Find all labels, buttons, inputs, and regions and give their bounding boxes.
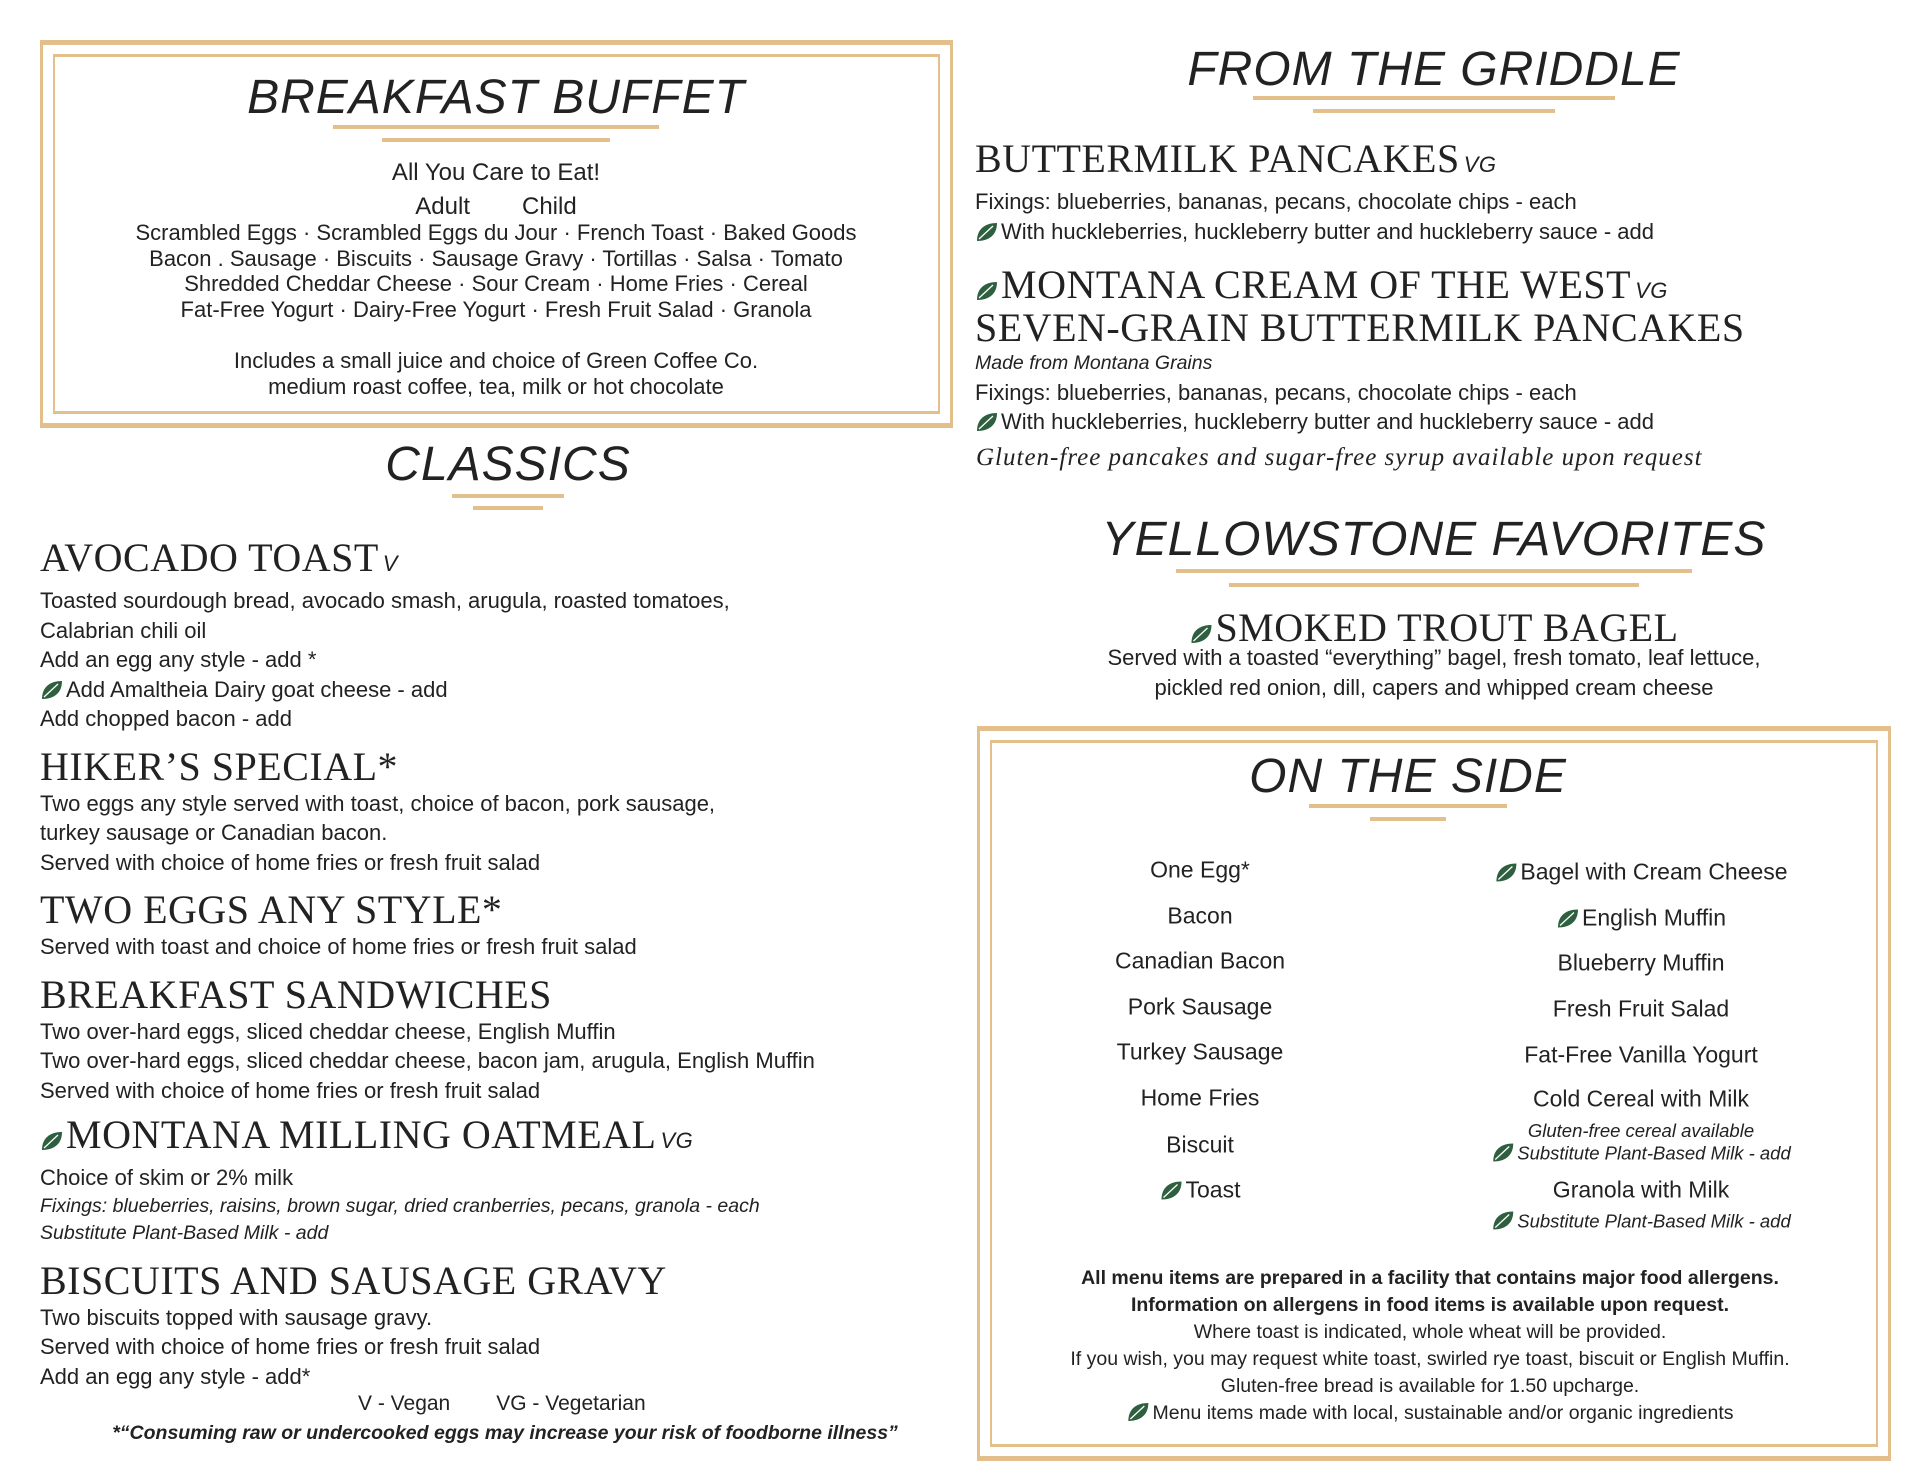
leaf-icon (40, 1130, 64, 1152)
menu-item (40, 745, 815, 878)
buffet-note-line: Includes a small juice and choice of Green Coffee Co. (233, 348, 759, 373)
side-item: Granola with Milk (1552, 1176, 1730, 1203)
item-description: Served with choice of home fries or fresh fruit salad (40, 1077, 541, 1103)
price-label-adult: Adult (415, 193, 470, 220)
buffet-subtitle: All You Care to Eat! (391, 159, 601, 186)
diet-tag: VG (1463, 152, 1497, 177)
leaf-icon (1491, 1210, 1515, 1232)
title-rule (382, 138, 610, 142)
item-name (40, 888, 815, 932)
buffet-price-labels (415, 192, 576, 222)
buffet-note-line: medium roast coffee, tea, milk or hot chocolate (268, 373, 724, 399)
item-name: SMOKED TROUT BAGEL (1107, 606, 1760, 650)
side-item: Pork Sausage (1127, 993, 1273, 1020)
menu-item (40, 1113, 815, 1248)
buffet-note (234, 348, 758, 399)
griddle-note: Gluten-free pancakes and sugar-free syrup available upon request (976, 444, 1703, 471)
diet-tag: VG (1635, 278, 1668, 303)
side-item: Blueberry Muffin (1557, 949, 1725, 976)
item-description: Add chopped bacon - add (40, 706, 292, 731)
item-description: Substitute Plant-Based Milk - add (40, 1222, 329, 1244)
leaf-icon (1160, 1180, 1184, 1202)
item-description: Choice of skim or 2% milk (40, 1165, 294, 1190)
diet-tag: VG (660, 1128, 694, 1153)
leaf-icon (1494, 862, 1518, 884)
side-item: Toast (1160, 1177, 1241, 1204)
leaf-icon (40, 679, 64, 701)
title-rule (473, 506, 543, 510)
yellowstone-title: YELLOWSTONE FAVORITES (1101, 513, 1767, 566)
item-description: Made from Montana Grains (975, 352, 1213, 374)
side-item: Bagel with Cream Cheese (1494, 859, 1787, 886)
item-description: Served with toast and choice of home fries or fresh fruit salad (40, 934, 637, 959)
side-item: Substitute Plant-Based Milk - add (1491, 1142, 1791, 1165)
item-description: Served with choice of home fries or fresh fruit salad (40, 1334, 541, 1359)
buffet-item-line: Scrambled Eggs · Scrambled Eggs du Jour · French Toast · Baked Goods (135, 220, 857, 245)
item-description: Toasted sourdough bread, avocado smash, arugula, roasted tomatoes, (40, 588, 730, 613)
side-item: One Egg* (1150, 856, 1250, 883)
side-item: Cold Cereal with Milk (1532, 1085, 1750, 1112)
menu-item (975, 137, 1745, 246)
footer-line: Gluten-free bread is available for 1.50 upcharge. (1220, 1375, 1640, 1397)
item-title: AVOCADO TOAST (40, 535, 379, 580)
item-name-line2: SEVEN-GRAIN BUTTERMILK PANCAKES (975, 305, 1745, 350)
item-name (975, 137, 1745, 187)
item-title: BUTTERMILK PANCAKES (975, 136, 1460, 181)
item-description: Fixings: blueberries, bananas, pecans, chocolate chips - each (975, 189, 1577, 214)
title-rule (1313, 109, 1555, 113)
leaf-icon (975, 221, 999, 243)
leaf-icon (1127, 1401, 1151, 1423)
buffet-item-line: Fat-Free Yogurt · Dairy-Free Yogurt · Fresh Fruit Salad · Granola (180, 297, 812, 323)
footer-line: All menu items are prepared in a facility that contains major food allergens. (1081, 1267, 1779, 1289)
smoked-trout-bagel (1107, 606, 1760, 702)
item-title: HIKER’S SPECIAL* (40, 743, 399, 789)
item-title: MONTANA MILLING OATMEAL (66, 1112, 657, 1157)
item-description: Add an egg any style - add * (40, 647, 317, 672)
side-item: Fat-Free Vanilla Yogurt (1524, 1041, 1758, 1068)
item-description: Served with choice of home fries or fresh fruit salad (40, 849, 541, 875)
leaf-icon (975, 280, 999, 302)
item-description: With huckleberries, huckleberry butter and huckleberry sauce - add (975, 217, 1745, 247)
footer-line: Information on allergens in food items is available upon request. (1130, 1294, 1730, 1316)
item-description: Fixings: blueberries, raisins, brown sugar, dried cranberries, pecans, granola - each (40, 1194, 760, 1217)
title-rule (1309, 804, 1507, 808)
item-title: TWO EGGS ANY STYLE* (40, 887, 503, 932)
title-rule (1253, 96, 1615, 100)
footer-line: Where toast is indicated, whole wheat will be provided. (1193, 1321, 1667, 1343)
price-label-child: Child (522, 193, 577, 220)
diet-legend (358, 1392, 646, 1416)
allergen-footer (1070, 1265, 1789, 1427)
side-item: Substitute Plant-Based Milk - add (1491, 1210, 1791, 1233)
legend-vegan: V - Vegan (358, 1392, 451, 1415)
item-title: BISCUITS AND SAUSAGE GRAVY (40, 1257, 667, 1303)
leaf-icon (1491, 1142, 1515, 1164)
leaf-icon (1189, 623, 1213, 645)
title-rule (452, 494, 564, 498)
item-description: Calabrian chili oil (40, 617, 207, 643)
item-title: BREAKFAST SANDWICHES (40, 971, 552, 1017)
item-description: turkey sausage or Canadian bacon. (40, 820, 388, 845)
leaf-icon (1556, 908, 1580, 930)
classics-title: CLASSICS (385, 438, 631, 491)
griddle-title: FROM THE GRIDDLE (1187, 43, 1681, 96)
item-name (40, 536, 815, 586)
title-rule (1229, 583, 1639, 587)
side-item: Biscuit (1166, 1131, 1234, 1158)
menu-item (40, 536, 815, 734)
griddle-list (975, 137, 1745, 437)
title-rule (333, 125, 659, 129)
classics-list (40, 536, 815, 1391)
item-description: Two over-hard eggs, sliced cheddar cheese, English Muffin (40, 1018, 616, 1044)
diet-tag: V (382, 551, 398, 576)
item-description: Two biscuits topped with sausage gravy. (40, 1304, 433, 1330)
item-name (40, 973, 815, 1017)
item-description: Fixings: blueberries, bananas, pecans, chocolate chips - each (975, 379, 1577, 405)
menu-item (975, 262, 1745, 437)
item-description: Add an egg any style - add* (40, 1363, 311, 1389)
item-name (40, 1259, 815, 1303)
egg-disclaimer: *“Consuming raw or undercooked eggs may increase your risk of foodborne illness” (112, 1422, 898, 1444)
legend-vegetarian: VG - Vegetarian (496, 1392, 646, 1415)
item-description: With huckleberries, huckleberry butter and huckleberry sauce - add (975, 407, 1745, 437)
item-description: Two over-hard eggs, sliced cheddar cheese, bacon jam, arugula, English Muffin (40, 1048, 815, 1073)
footer-line: If you wish, you may request white toast, swirled rye toast, biscuit or English Muffin. (1070, 1348, 1790, 1370)
item-title: MONTANA CREAM OF THE WEST (1001, 262, 1632, 307)
footer-line: Menu items made with local, sustainable and/or organic ingredients (1070, 1400, 1789, 1427)
side-item: Bacon (1167, 902, 1233, 929)
side-item: Gluten-free cereal available (1527, 1120, 1755, 1141)
on-the-side-title: ON THE SIDE (1249, 750, 1567, 803)
menu-item (40, 888, 815, 962)
side-item: Turkey Sausage (1116, 1038, 1284, 1065)
menu-item (40, 973, 815, 1106)
menu-item (40, 1259, 815, 1392)
title-rule (1370, 817, 1446, 821)
item-description: Two eggs any style served with toast, choice of bacon, pork sausage, (40, 790, 716, 816)
title-rule (1176, 569, 1692, 573)
breakfast-buffet-title: BREAKFAST BUFFET (247, 71, 745, 124)
buffet-item-line: Shredded Cheddar Cheese · Sour Cream · Home Fries · Cereal (184, 271, 808, 297)
item-name (975, 262, 1745, 309)
side-item: Home Fries (1140, 1084, 1260, 1111)
buffet-item-line: Bacon . Sausage · Biscuits · Sausage Gravy · Tortillas · Salsa · Tomato (149, 245, 843, 271)
buffet-items (135, 220, 856, 323)
item-description: pickled red onion, dill, capers and whipped cream cheese (1154, 674, 1714, 700)
side-item: Fresh Fruit Salad (1552, 995, 1730, 1022)
side-item: Canadian Bacon (1114, 947, 1286, 974)
item-name (40, 1113, 815, 1163)
item-name (40, 745, 815, 789)
item-description: Served with a toasted “everything” bagel, fresh tomato, leaf lettuce, (1107, 645, 1761, 670)
item-description: Add Amaltheia Dairy goat cheese - add (40, 675, 815, 705)
leaf-icon (975, 411, 999, 433)
side-item: English Muffin (1556, 905, 1726, 932)
